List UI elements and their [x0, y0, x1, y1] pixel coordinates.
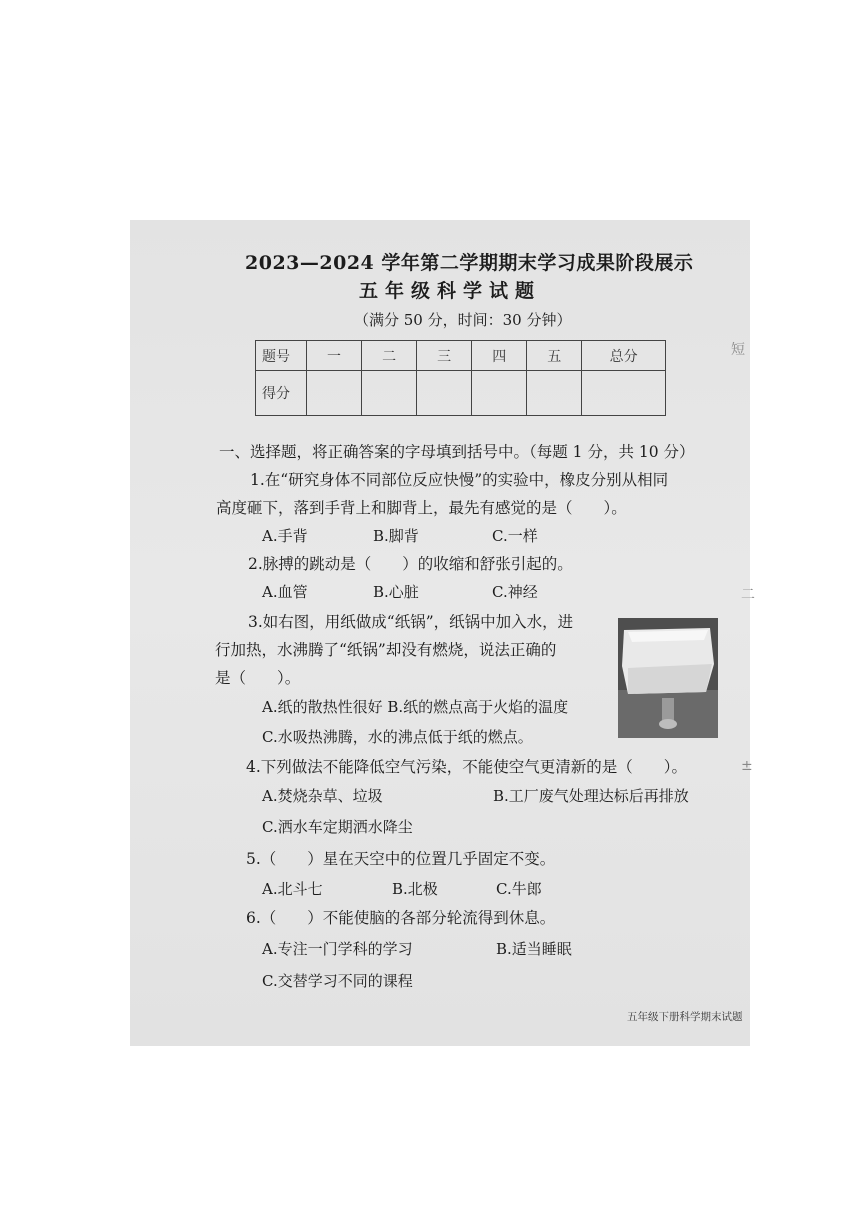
question-3-line-1: 3.如右图，用纸做成“纸锅”，纸锅中加入水，进	[248, 613, 574, 631]
question-2-line-1: 2.脉搏的跳动是（ ）的收缩和舒张引起的。	[248, 555, 573, 573]
question-2-option-a: A.血管	[262, 583, 308, 601]
question-3-options-ab: A.纸的散热性很好 B.纸的燃点高于火焰的温度	[262, 698, 569, 716]
score-header-cell: 总分	[582, 341, 666, 371]
question-5-line-1: 5.（ ）星在天空中的位置几乎固定不变。	[246, 850, 556, 868]
edge-fragment-top: 短	[731, 342, 745, 358]
question-4-option-c: C.洒水车定期洒水降尘	[262, 818, 413, 836]
question-3-line-3: 是（ ）。	[215, 669, 301, 687]
question-6-option-b: B.适当睡眠	[496, 940, 572, 958]
question-6-option-a: A.专注一门学科的学习	[262, 940, 413, 958]
question-3-line-2: 行加热，水沸腾了“纸锅”却没有燃烧，说法正确的	[215, 641, 557, 659]
exam-subtitle: 五年级科学试题	[359, 280, 542, 302]
question-5-option-c: C.牛郎	[496, 880, 542, 898]
score-cell	[472, 371, 527, 416]
question-1-option-a: A.手背	[262, 527, 308, 545]
score-cell	[417, 371, 472, 416]
score-header-cell: 一	[307, 341, 362, 371]
question-1-option-b: B.脚背	[373, 527, 419, 545]
edge-fragment-mid: 二	[741, 587, 755, 603]
score-cell	[582, 371, 666, 416]
score-table-score-row	[256, 371, 666, 416]
score-header-cell: 五	[527, 341, 582, 371]
score-header-cell: 二	[362, 341, 417, 371]
edge-fragment-low: ±	[741, 758, 753, 774]
exam-sheet-photo	[130, 220, 755, 1046]
question-2-option-c: C.神经	[492, 583, 538, 601]
question-4-line-1: 4.下列做法不能降低空气污染，不能使空气更清新的是（ ）。	[246, 758, 688, 776]
score-cell	[307, 371, 362, 416]
question-4-option-b: B.工厂废气处理达标后再排放	[493, 787, 689, 805]
score-header-cell: 四	[472, 341, 527, 371]
exam-title: 2023—2024 学年第二学期期末学习成果阶段展示	[245, 252, 694, 274]
question-6-line-1: 6.（ ）不能使脑的各部分轮流得到休息。	[246, 909, 556, 927]
question-1-option-c: C.一样	[492, 527, 538, 545]
score-cell	[527, 371, 582, 416]
exam-meta: （满分 50 分，时间：30 分钟）	[354, 311, 572, 329]
score-cell	[362, 371, 417, 416]
question-5-option-b: B.北极	[392, 880, 438, 898]
question-5-option-a: A.北斗七	[262, 880, 323, 898]
score-table	[255, 340, 666, 416]
section-heading: 一、选择题，将正确答案的字母填到括号中。（每题 1 分，共 10 分）	[219, 443, 695, 461]
score-header-cell: 题号	[256, 341, 307, 371]
question-3-option-c: C.水吸热沸腾，水的沸点低于纸的燃点。	[262, 728, 533, 746]
paper-pot-photo	[618, 618, 718, 738]
question-2-option-b: B.心脏	[373, 583, 419, 601]
question-1-line-2: 高度砸下，落到手背上和脚背上，最先有感觉的是（ ）。	[216, 499, 627, 517]
question-1-line-1: 1.在“研究身体不同部位反应快慢”的实验中，橡皮分别从相同	[250, 471, 669, 489]
question-4-option-a: A.焚烧杂草、垃圾	[262, 787, 383, 805]
score-header-cell: 三	[417, 341, 472, 371]
question-6-option-c: C.交替学习不同的课程	[262, 972, 413, 990]
score-table-header-row	[256, 341, 666, 371]
page-footer: 五年级下册科学期末试题	[627, 1011, 743, 1023]
score-row-label: 得分	[256, 371, 307, 416]
